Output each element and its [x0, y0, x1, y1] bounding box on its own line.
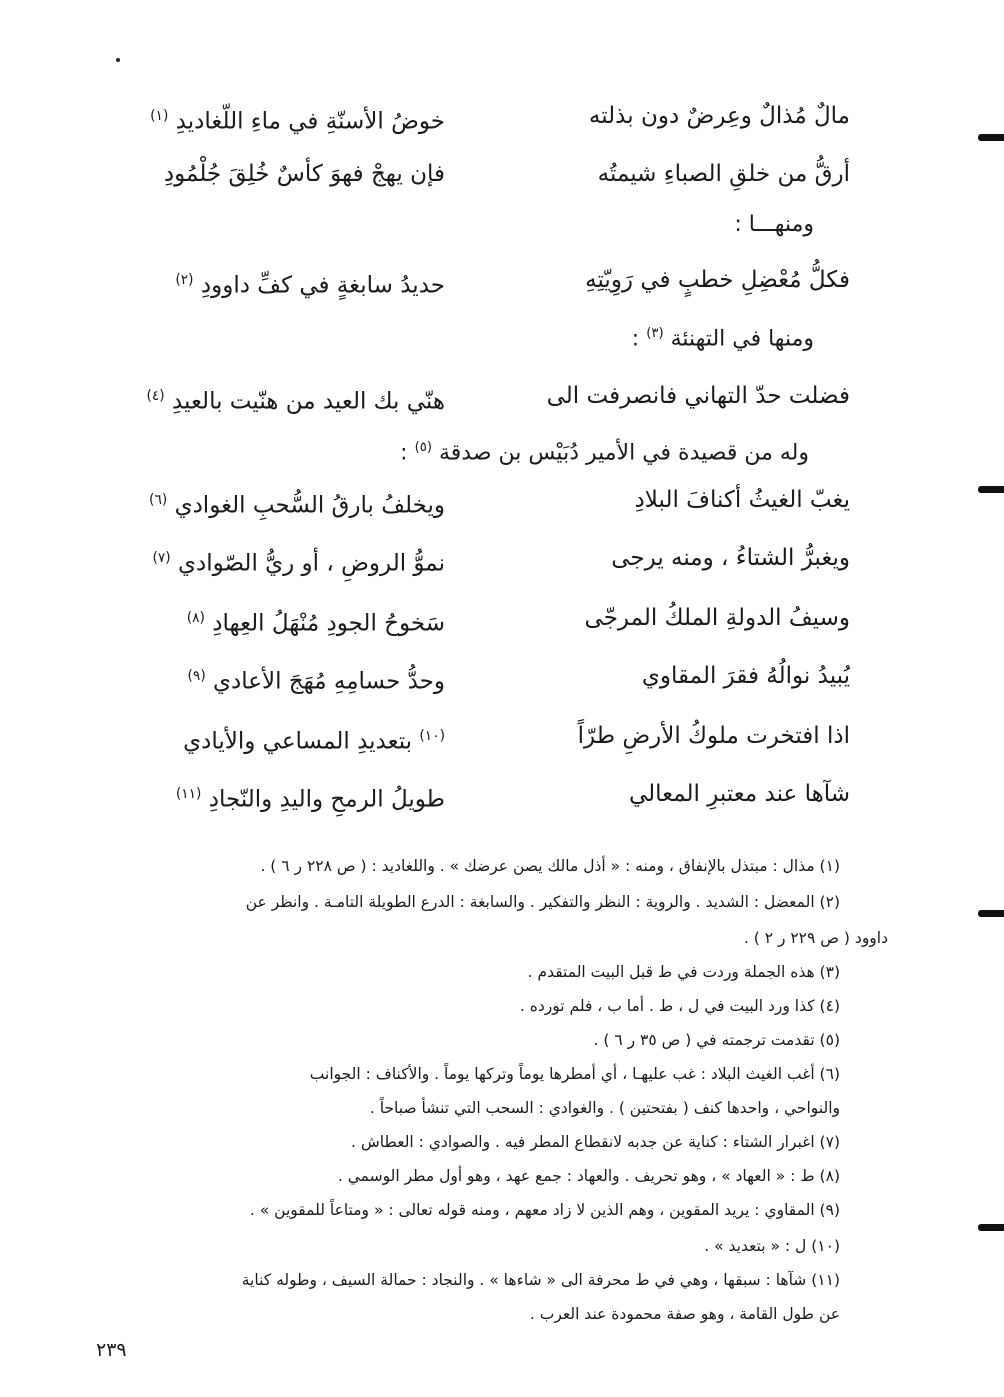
hemistich-text: طويلُ الرمحِ واليدِ والنّجادِ	[208, 786, 445, 813]
footnote-continuation: عن طول القامة ، وهو صفة محمودة عند العرب .	[529, 1305, 840, 1323]
footnote: (٦) أغب الغيث البلاد : غب عليهـا ، أي أمطرها يوماً وتركها يوماً . والأكناف : الجوانب	[309, 1065, 840, 1083]
verse-first-hemistich: فكلُّ مُعْضِلِ خطبٍ في رَوِيّتِهِ	[585, 267, 850, 293]
footnote: (١٠) ل : « بتعديد » .	[704, 1237, 840, 1255]
footnote: (١) مذال : مبتذل بالإنفاق ، ومنه : « أذل مالك يصن عرضك » . واللغاديد : ( ص ٢٢٨ ر ٦ ) .	[260, 857, 840, 875]
footnote-ref: (٥)	[414, 440, 432, 455]
verse-first-hemistich: ويغبرُّ الشتاءُ ، ومنه يرجى	[611, 545, 850, 571]
footnote-ref: (٩)	[187, 668, 206, 684]
label-text: وله من قصيدة في الأمير دُبَيْس بن صدقة	[438, 440, 809, 466]
footnote: (٢) المعضل : الشديد . والروية : النظر والتفكير . والسابغة : الدرع الطويلة التامـة . وانظر عن	[245, 893, 840, 911]
scan-edge-mark	[978, 1224, 1004, 1231]
section-label-tahniah: ومنها في التهنئة $^{(٣)}$ :	[631, 326, 814, 352]
label-text: ومنها في التهنئة	[670, 326, 814, 352]
verse-line	[100, 478, 850, 522]
verse-first-hemistich: أرقُّ من خلقِ الصباءِ شيمتُه	[597, 161, 850, 187]
footnote-ref: (٦)	[149, 492, 168, 508]
hemistich-text: سَخوحُ الجودِ مُنْهَلُ العِهادِ	[212, 610, 445, 637]
verse-first-hemistich: يغبّ الغيثُ أكنافَ البلادِ	[634, 487, 850, 513]
footnote-ref: (١٠)	[419, 728, 445, 744]
verse-second-hemistich	[110, 536, 445, 586]
verse-line	[100, 258, 850, 302]
scan-edge-mark	[978, 486, 1004, 493]
verse-second-hemistich: فإن يهجْ فهوَ كأسٌ خُلِقَ جُلْمُودِ	[163, 161, 445, 187]
verse-line	[100, 536, 850, 580]
verse-line	[100, 596, 850, 640]
hemistich-text: بتعديدِ المساعي والأيادي	[183, 728, 413, 755]
section-label-minha: ومنهـــا :	[734, 212, 814, 237]
footnote: (٧) اغبرار الشتاء : كناية عن جدبه لانقطاع المطر فيه . والصوادي : العطاش .	[351, 1133, 840, 1151]
scan-edge-mark	[978, 910, 1004, 917]
verse-line	[100, 152, 850, 196]
verse-first-hemistich: شآها عند معتبرِ المعالي	[628, 781, 850, 807]
footnote: (٣) هذه الجملة وردت في ط قبل البيت المتقدم .	[527, 963, 840, 981]
verse-first-hemistich: فضلت حدّ التهاني فانصرفت الى	[546, 383, 850, 409]
footnote: (٥) تقدمت ترجمته في ( ص ٣٥ ر ٦ ) .	[593, 1031, 840, 1049]
footnote-ref: (٣)	[646, 326, 664, 341]
verse-second-hemistich	[110, 478, 445, 528]
hemistich-text: ويخلفُ بارقُ السُّحبِ الغوادي	[174, 492, 445, 519]
footnote-ref: (٨)	[186, 610, 205, 626]
verse-line	[100, 772, 850, 816]
verse-line	[100, 94, 850, 138]
page-number: ٢٣٩	[96, 1339, 127, 1361]
footnote-ref: (١١)	[175, 786, 202, 802]
footnote-ref: (٤)	[146, 388, 165, 404]
verse-second-hemistich	[110, 714, 445, 764]
footnote-ref: (١)	[150, 108, 169, 124]
verse-second-hemistich	[110, 258, 445, 308]
verse-second-hemistich	[110, 374, 445, 424]
verse-second-hemistich	[110, 94, 445, 144]
footnote-continuation: والنواحي ، واحدها كنف ( بفتحتين ) . والغوادي : السحب التي تنشأ صباحاً .	[369, 1099, 840, 1117]
verse-first-hemistich: يُبيدُ نوالُهُ فقرَ المقاوي	[641, 663, 850, 689]
hemistich-text: خوضُ الأسنّةِ في ماءِ اللّغاديدِ	[175, 108, 445, 135]
footnote: (٩) المقاوي : يريد المقوين ، وهم الذين لا زاد معهم ، ومنه قوله تعالى : « ومتاعاً للمقوين » .	[249, 1201, 840, 1219]
footnote-ref: (٧)	[152, 550, 171, 566]
hemistich-text: حديدُ سابغةٍ في كفِّ داوودِ	[200, 272, 445, 299]
footnote: (٤) كذا ورد البيت في ل ، ط . أما ب ، فلم تورده .	[519, 997, 840, 1015]
margin-dot	[116, 58, 120, 62]
footnote-continuation: داوود ( ص ٢٢٩ ر ٢ ) .	[743, 929, 888, 947]
footnote-ref: (٢)	[175, 272, 194, 288]
footnote: (٨) ط : « العهاد » ، وهو تحريف . والعهاد : جمع عهد ، وهو أول مطر الوسمي .	[337, 1167, 840, 1185]
verse-first-hemistich: اذا افتخرت ملوكُ الأرضِ طرّاً	[577, 723, 850, 749]
verse-line	[100, 714, 850, 758]
footnote: (١١) شآها : سبقها ، وهي في ط محرفة الى « شاءها » . والنجاد : حمالة السيف ، وطوله كناية	[241, 1271, 840, 1289]
hemistich-text: هنّي بك العيد من هنّيت بالعيدِ	[171, 388, 445, 415]
verse-line	[100, 374, 850, 418]
hemistich-text: وحدُّ حسامِهِ مُهَجَ الأعادي	[213, 668, 445, 695]
verse-first-hemistich: مالٌ مُذالٌ وعِرضٌ دون بذلته	[588, 103, 850, 129]
hemistich-text: نموُّ الروضِ ، أو ريُّ الصّوادي	[177, 550, 445, 577]
scan-edge-mark	[978, 134, 1004, 141]
verse-second-hemistich	[110, 596, 445, 646]
section-label-qasida: وله من قصيدة في الأمير دُبَيْس بن صدقة $^{(٥)}$ :	[400, 440, 809, 466]
verse-second-hemistich	[110, 654, 445, 704]
verse-line	[100, 654, 850, 698]
verse-second-hemistich	[110, 772, 445, 822]
verse-first-hemistich: وسيفُ الدولةِ الملكُ المرجّى	[584, 605, 850, 631]
